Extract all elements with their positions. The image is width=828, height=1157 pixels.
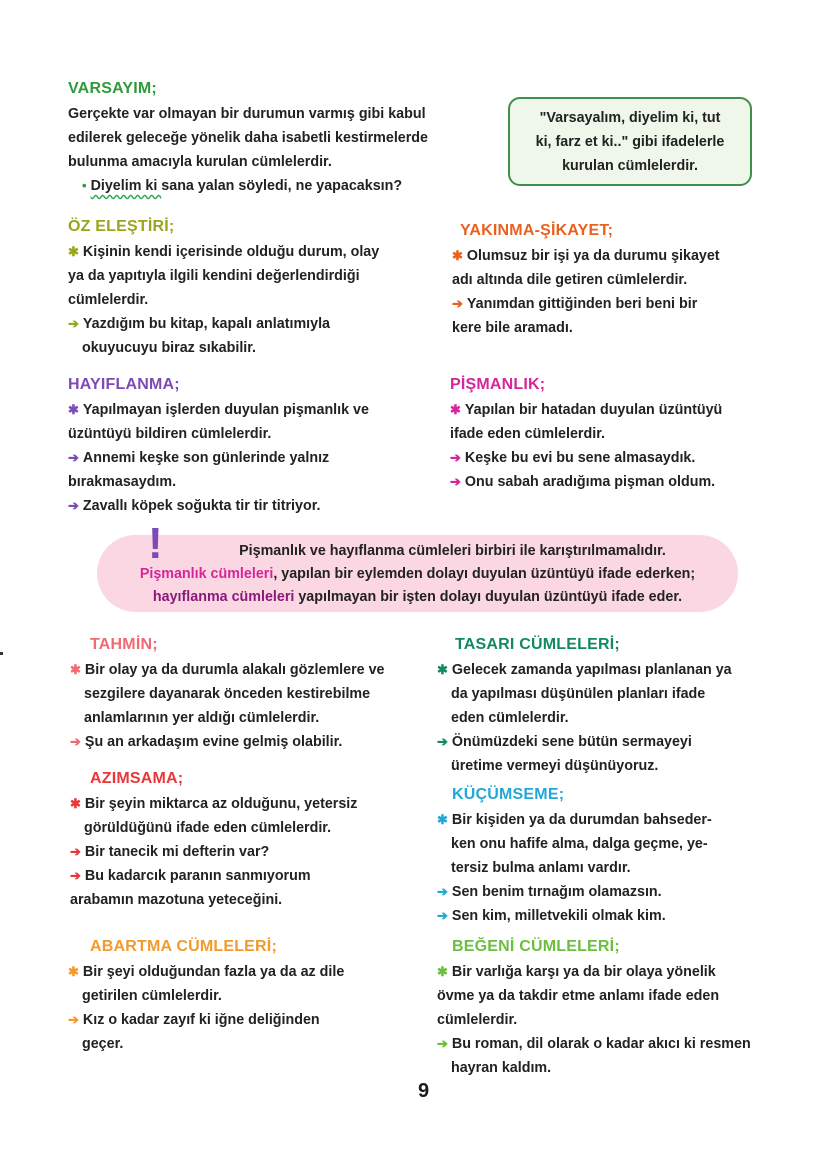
line-text: geçer. <box>82 1036 124 1052</box>
warning-text: , yapılan bir eylemden dolayı duyulan üzüntüyü ifade ederken; <box>273 566 696 582</box>
definition-line <box>68 288 379 312</box>
star-bullet-icon: ✱ <box>68 402 79 417</box>
section-heading: VARSAYIM; <box>68 80 157 97</box>
line-text: Yapılan bir hatadan duyulan üzüntüyü <box>464 402 723 418</box>
section-heading: AZIMSAMA; <box>90 770 184 787</box>
line-text: Şu an arkadaşım evine gelmiş olabilir. <box>84 734 343 750</box>
arrow-icon: ➔ <box>450 474 461 489</box>
line-text: Olumsuz bir işi ya da durumu şikayet <box>466 248 720 264</box>
page-number: 9 <box>418 1080 430 1102</box>
line-text: Yapılmayan işlerden duyulan pişmanlık ve <box>82 402 369 418</box>
note-line: ki, farz et ki.." gibi ifadelerle <box>535 134 725 150</box>
line-text: bulunma amacıyla kurulan cümlelerdir. <box>68 154 332 170</box>
definition-line <box>452 268 720 292</box>
definition-line <box>437 832 712 856</box>
arrow-icon: ➔ <box>70 868 81 883</box>
line-text: bırakmasaydım. <box>68 474 177 490</box>
arrow-icon: ➔ <box>437 884 448 899</box>
definition-line <box>437 808 712 832</box>
definition-line <box>437 682 732 706</box>
line-text: Sen kim, milletvekili olmak kim. <box>451 908 666 924</box>
line-text: ya da yapıtıyla ilgili kendini değerlendirdiği <box>68 268 360 284</box>
line-text: sezgilere dayanarak önceden kestirebilme <box>84 686 371 702</box>
section-azimsama <box>70 766 357 912</box>
line-text: tersiz bulma anlamı vardır. <box>451 860 631 876</box>
pismanlik-term: Pişmanlık cümleleri <box>139 566 274 582</box>
star-bullet-icon: ✱ <box>68 964 79 979</box>
line-text: Keşke bu evi bu sene almasaydık. <box>464 450 696 466</box>
section-tasari <box>437 632 732 778</box>
line-text: Bir varlığa karşı ya da bir olaya yönelik <box>451 964 716 980</box>
example-line <box>68 312 379 336</box>
definition-line <box>437 658 732 682</box>
section-heading: YAKINMA-ŞİKAYET; <box>460 222 614 239</box>
arrow-icon: ➔ <box>68 316 79 331</box>
line-text: Gerçekte var olmayan bir durumun varmış gibi kabul <box>68 106 426 122</box>
line-text: Bir kişiden ya da durumdan bahseder- <box>451 812 712 828</box>
line-text: edilerek geleceğe yönelik daha isabetli kestirmelerde <box>68 130 428 146</box>
definition-line <box>437 706 732 730</box>
arrow-icon: ➔ <box>437 1036 448 1051</box>
line-text: Önümüzdeki sene bütün sermayeyi <box>451 734 692 750</box>
arrow-icon: ➔ <box>437 734 448 749</box>
definition-line <box>68 1032 344 1056</box>
note-line: "Varsayalım, diyelim ki, tut <box>539 110 721 126</box>
example-line <box>452 292 720 316</box>
definition-line <box>68 126 428 150</box>
line-text: anlamlarının yer aldığı cümlelerdir. <box>84 710 320 726</box>
example-line <box>68 494 369 518</box>
section-abartma <box>68 934 344 1056</box>
definition-line <box>68 336 379 360</box>
definition-line <box>68 398 369 422</box>
example-line <box>70 840 357 864</box>
section-heading: TASARI CÜMLELERİ; <box>455 636 620 653</box>
example-line <box>437 880 712 904</box>
line-text: kere bile aramadı. <box>452 320 573 336</box>
line-text: arabamın mazotuna yeteceğini. <box>70 892 283 908</box>
example-line <box>450 446 722 470</box>
example-line <box>437 904 712 928</box>
line-text: Bir şeyi olduğundan fazla ya da az dile <box>82 964 345 980</box>
line-text: Annemi keşke son günlerinde yalnız <box>82 450 330 466</box>
line-text: övme ya da takdir etme anlamı ifade eden <box>437 988 720 1004</box>
line-text: Yazdığım bu kitap, kapalı anlatımıyla <box>82 316 331 332</box>
definition-line <box>437 960 751 984</box>
section-begeni <box>437 934 751 1080</box>
definition-line <box>68 174 428 198</box>
line-text: okuyucuyu biraz sıkabilir. <box>82 340 257 356</box>
example-line <box>450 470 722 494</box>
margin-mark <box>0 652 3 655</box>
definition-line <box>70 706 384 730</box>
line-text: üretime vermeyi düşünüyoruz. <box>451 758 659 774</box>
warning-line-3 <box>97 586 738 609</box>
arrow-icon: ➔ <box>437 908 448 923</box>
definition-line <box>452 316 720 340</box>
line-text: görüldüğünü ifade eden cümlelerdir. <box>84 820 332 836</box>
varsayim-note-box <box>508 97 752 186</box>
section-heading: ÖZ ELEŞTİRİ; <box>68 218 175 235</box>
arrow-icon: ➔ <box>450 450 461 465</box>
example-line <box>437 730 732 754</box>
line-text: hayran kaldım. <box>451 1060 552 1076</box>
arrow-icon: ➔ <box>70 844 81 859</box>
warning-text: yapılmayan bir işten dolayı duyulan üzüntüyü ifade eder. <box>294 589 683 605</box>
definition-line <box>68 984 344 1008</box>
definition-line <box>450 422 722 446</box>
line-text: cümlelerdir. <box>68 292 149 308</box>
warning-box <box>97 535 738 612</box>
line-text: ifade eden cümlelerdir. <box>450 426 605 442</box>
line-text: eden cümlelerdir. <box>451 710 569 726</box>
line-text: Gelecek zamanda yapılması planlanan ya <box>451 662 732 678</box>
arrow-icon: ➔ <box>452 296 463 311</box>
section-pismanlik <box>450 372 722 494</box>
example-line <box>68 1008 344 1032</box>
definition-line <box>437 984 751 1008</box>
definition-line <box>70 888 357 912</box>
definition-line <box>68 422 369 446</box>
line-text: Bu roman, dil olarak o kadar akıcı ki resmen <box>451 1036 751 1052</box>
section-heading: HAYIFLANMA; <box>68 376 180 393</box>
line-text: Sen benim tırnağım olamazsın. <box>451 884 662 900</box>
section-tahmin <box>70 632 384 754</box>
hayiflanma-term: hayıflanma cümleleri <box>152 589 295 605</box>
definition-line <box>68 264 379 288</box>
arrow-icon: ➔ <box>68 450 79 465</box>
definition-line <box>437 1008 751 1032</box>
line-text: sana yalan söyledi, ne yapacaksın? <box>161 178 403 194</box>
star-bullet-icon: ✱ <box>437 812 448 827</box>
example-line <box>68 446 369 470</box>
definition-line <box>68 960 344 984</box>
exclamation-icon: ! <box>148 519 163 568</box>
definition-line <box>452 244 720 268</box>
warning-line-1: Pişmanlık ve hayıflanma cümleleri birbiri ile karıştırılmamalıdır. <box>239 543 666 559</box>
line-text: üzüntüyü bildiren cümlelerdir. <box>68 426 272 442</box>
warning-line-2 <box>97 563 738 586</box>
line-text: Kişinin kendi içerisinde olduğu durum, olay <box>82 244 380 260</box>
star-bullet-icon: ✱ <box>437 964 448 979</box>
section-hayiflanma <box>68 372 369 518</box>
line-text: Bir şeyin miktarca az olduğunu, yetersiz <box>84 796 358 812</box>
section-heading: TAHMİN; <box>90 636 158 653</box>
section-heading: KÜÇÜMSEME; <box>452 786 565 803</box>
section-heading: BEĞENİ CÜMLELERİ; <box>452 938 620 955</box>
definition-line <box>450 398 722 422</box>
definition-line <box>68 102 428 126</box>
line-text: da yapılması düşünülen planları ifade <box>451 686 706 702</box>
line-text: Bir olay ya da durumla alakalı gözlemlere ve <box>84 662 385 678</box>
line-text: Yanımdan gittiğinden beri beni bir <box>466 296 698 312</box>
line-text: Kız o kadar zayıf ki iğne deliğinden <box>82 1012 320 1028</box>
star-bullet-icon: ✱ <box>452 248 463 263</box>
line-text: Bu kadarcık paranın sanmıyorum <box>84 868 311 884</box>
star-bullet-icon: ✱ <box>437 662 448 677</box>
definition-line <box>437 754 732 778</box>
section-kucumseme <box>437 782 712 928</box>
line-text: adı altında dile getiren cümlelerdir. <box>452 272 688 288</box>
definition-line <box>70 792 357 816</box>
line-text: Zavallı köpek soğukta tir tir titriyor. <box>82 498 321 514</box>
underlined-keyword: Diyelim ki <box>90 178 162 194</box>
arrow-icon: ➔ <box>70 734 81 749</box>
line-text: ken onu hafife alma, dalga geçme, ye- <box>451 836 708 852</box>
definition-line <box>437 1056 751 1080</box>
line-text: getirilen cümlelerdir. <box>82 988 222 1004</box>
definition-line <box>70 658 384 682</box>
star-bullet-icon: ✱ <box>70 662 81 677</box>
arrow-icon: ➔ <box>68 1012 79 1027</box>
section-oz-elestiri <box>68 214 379 360</box>
note-line: kurulan cümlelerdir. <box>562 158 698 174</box>
section-yakinma <box>452 218 720 340</box>
line-text: Onu sabah aradığıma pişman oldum. <box>464 474 716 490</box>
example-line <box>70 730 384 754</box>
star-bullet-icon: ✱ <box>450 402 461 417</box>
example-line <box>70 864 357 888</box>
definition-line <box>70 816 357 840</box>
definition-line <box>68 150 428 174</box>
example-line <box>437 1032 751 1056</box>
line-text: cümlelerdir. <box>437 1012 518 1028</box>
star-bullet-icon: ✱ <box>68 244 79 259</box>
bullet-icon: • <box>82 178 87 193</box>
arrow-icon: ➔ <box>68 498 79 513</box>
star-bullet-icon: ✱ <box>70 796 81 811</box>
line-text: Bir tanecik mi defterin var? <box>84 844 270 860</box>
definition-line <box>68 240 379 264</box>
section-heading: PİŞMANLIK; <box>450 376 546 393</box>
definition-line <box>68 470 369 494</box>
section-varsayim <box>68 76 428 198</box>
definition-line <box>70 682 384 706</box>
section-heading: ABARTMA CÜMLELERİ; <box>90 938 277 955</box>
definition-line <box>437 856 712 880</box>
